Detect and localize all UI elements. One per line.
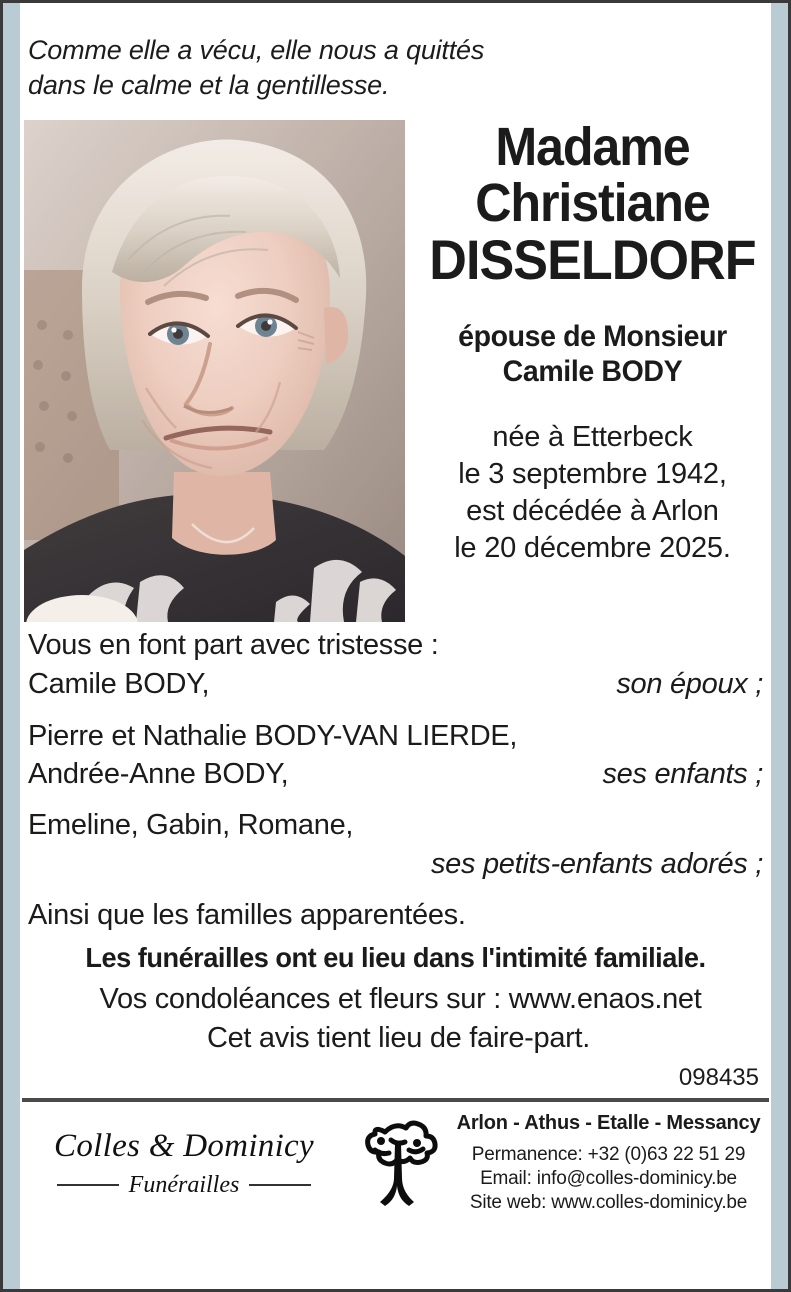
death-date: le 20 décembre 2025. [454,531,731,564]
contact-block [454,1112,767,1216]
death-place: est décédée à Arlon [466,494,719,527]
brand-subtitle: Funérailles [128,1171,240,1198]
surname: DISSELDORF [429,228,756,292]
left-accent-band [3,3,20,1289]
kin-relation-grandchildren: ses petits-enfants adorés ; [430,847,763,880]
notice-content [20,3,771,1289]
spouse-of-label: épouse de Monsieur [458,320,727,354]
kin-row-spouse [28,665,763,703]
tree-logo-icon [344,1116,454,1212]
brand-name: Colles & Dominicy [54,1128,314,1165]
brand-block [24,1128,344,1198]
first-name: Christiane [475,172,710,233]
kin-name-child-1: Pierre et Nathalie BODY-VAN LIERDE, [28,719,518,752]
spouse-of-block [426,319,759,389]
brand-rule-right [249,1184,311,1186]
title-label: Madame [495,117,690,178]
spouse-name: Camile BODY [502,355,683,389]
brand-subtitle-row [24,1172,344,1199]
kin-row-children-second [28,755,763,793]
kin-row-children [28,717,763,794]
brand-rule-left [57,1184,119,1186]
portrait-and-identity [20,117,771,622]
announcement-block [20,622,771,1091]
funeral-home-footer [20,1102,771,1216]
phone-line: Permanence: +32 (0)63 22 51 29 [471,1143,746,1165]
reference-number: 098435 [678,1063,759,1091]
birth-death-details [417,419,768,566]
epigraph [20,3,771,103]
right-accent-band [771,3,788,1289]
email-line: Email: info@colles-dominicy.be [480,1167,737,1189]
birth-place: née à Etterbeck [492,421,693,454]
birth-date: le 3 septembre 1942, [458,458,727,491]
service-cities: Arlon - Athus - Etalle - Messancy [456,1111,761,1134]
kin-relation-spouse: son époux ; [616,668,763,701]
faire-part-line: Cet avis tient lieu de faire-part. [206,1022,591,1054]
epigraph-line-2: dans le calme et la gentillesse. [28,70,390,101]
kin-row-grandchildren [28,806,763,883]
portrait-photo [24,120,405,622]
epigraph-line-1: Comme elle a vécu, elle nous a quittés [28,35,485,65]
kin-name-spouse: Camile BODY, [28,668,210,701]
related-families: Ainsi que les familles apparentées. [28,898,466,931]
funeral-notice: Les funérailles ont eu lieu dans l'intimité familiale. [85,942,706,974]
condolences-line: Vos condoléances et fleurs sur : www.enaos.net [99,983,702,1016]
kin-name-grandchildren: Emeline, Gabin, Romane, [28,809,354,842]
announcement-lead: Vous en font part avec tristesse : [28,629,439,662]
identity-block [405,117,772,566]
kin-name-child-2: Andrée-Anne BODY, [28,757,289,790]
website-line: Site web: www.colles-dominicy.be [469,1192,748,1214]
kin-relation-children: ses enfants ; [602,757,763,790]
